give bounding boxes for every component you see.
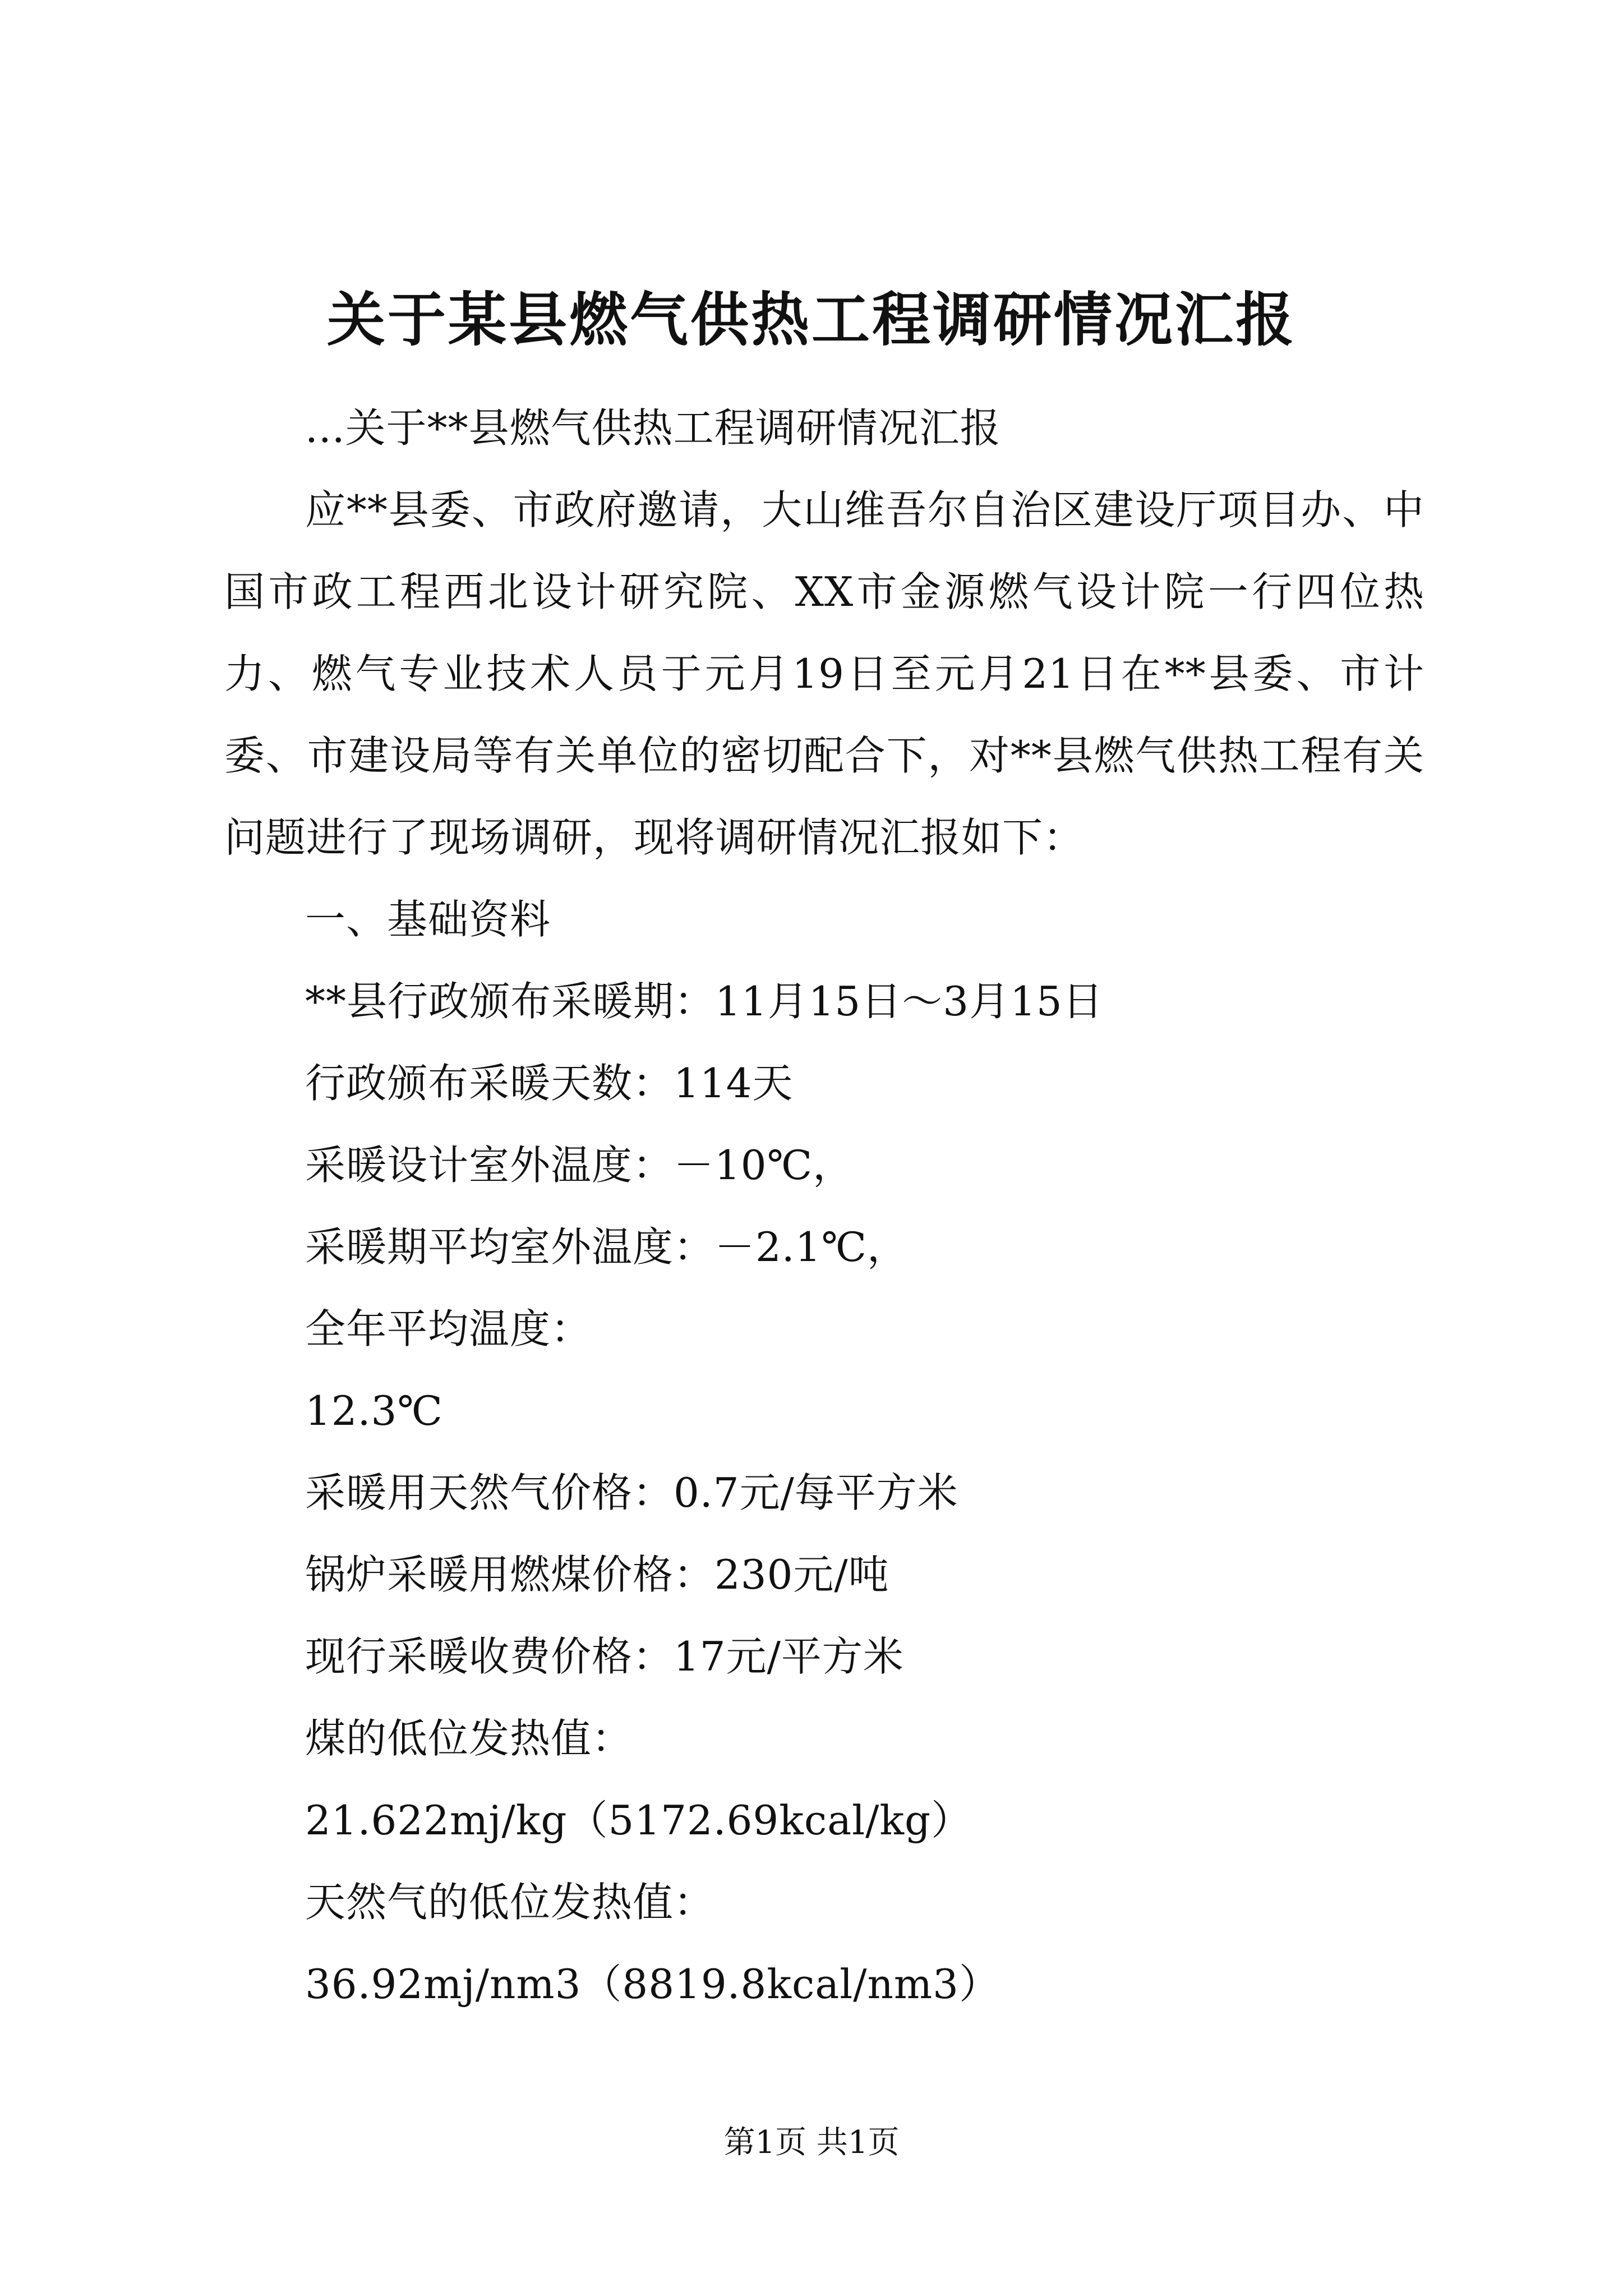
design-outdoor-temperature: 采暖设计室外温度：－10℃， xyxy=(305,1142,854,1189)
annual-average-temperature-label: 全年平均温度： xyxy=(305,1305,592,1352)
average-outdoor-temperature: 采暖期平均室外温度：－2.1℃， xyxy=(305,1223,909,1271)
coal-price: 锅炉采暖用燃煤价格：230元/吨 xyxy=(305,1551,889,1598)
gas-heat-value-label: 天然气的低位发热值： xyxy=(305,1879,715,1926)
natural-gas-price: 采暖用天然气价格：0.7元/每平方米 xyxy=(305,1469,958,1516)
subtitle-line: ...关于**县燃气供热工程调研情况汇报 xyxy=(305,404,1001,452)
document-title: 关于某县燃气供热工程调研情况汇报 xyxy=(326,285,1296,354)
document-body xyxy=(224,387,1424,2025)
heating-fee: 现行采暖收费价格：17元/平方米 xyxy=(305,1633,904,1680)
page-footer: 第1页 共1页 xyxy=(723,2124,900,2161)
heating-days: 行政颁布采暖天数：114天 xyxy=(305,1060,794,1107)
coal-heat-value-label: 煤的低位发热值： xyxy=(305,1715,633,1762)
coal-heat-value: 21.622mj/kg（5172.69kcal/kg） xyxy=(305,1797,972,1844)
heating-period: **县行政颁布采暖期：11月15日～3月15日 xyxy=(305,978,1104,1025)
intro-paragraph: 应**县委、市政府邀请，大山维吾尔自治区建设厅项目办、中国市政工程西北设计研究院、XX市金源燃气设计院一行四位热力、燃气专业技术人员于元月19日至元月21日在**县委、市计委、市建设局等有关单位的密切配合下，对**县燃气供热工程有关问题进行了现场调研，现将调研情况汇报如下： xyxy=(224,486,1424,861)
gas-heat-value: 36.92mj/nm3（8819.8kcal/nm3） xyxy=(305,1961,1000,2008)
annual-average-temperature-value: 12.3℃ xyxy=(305,1387,443,1434)
section-heading: 一、基础资料 xyxy=(305,896,551,943)
